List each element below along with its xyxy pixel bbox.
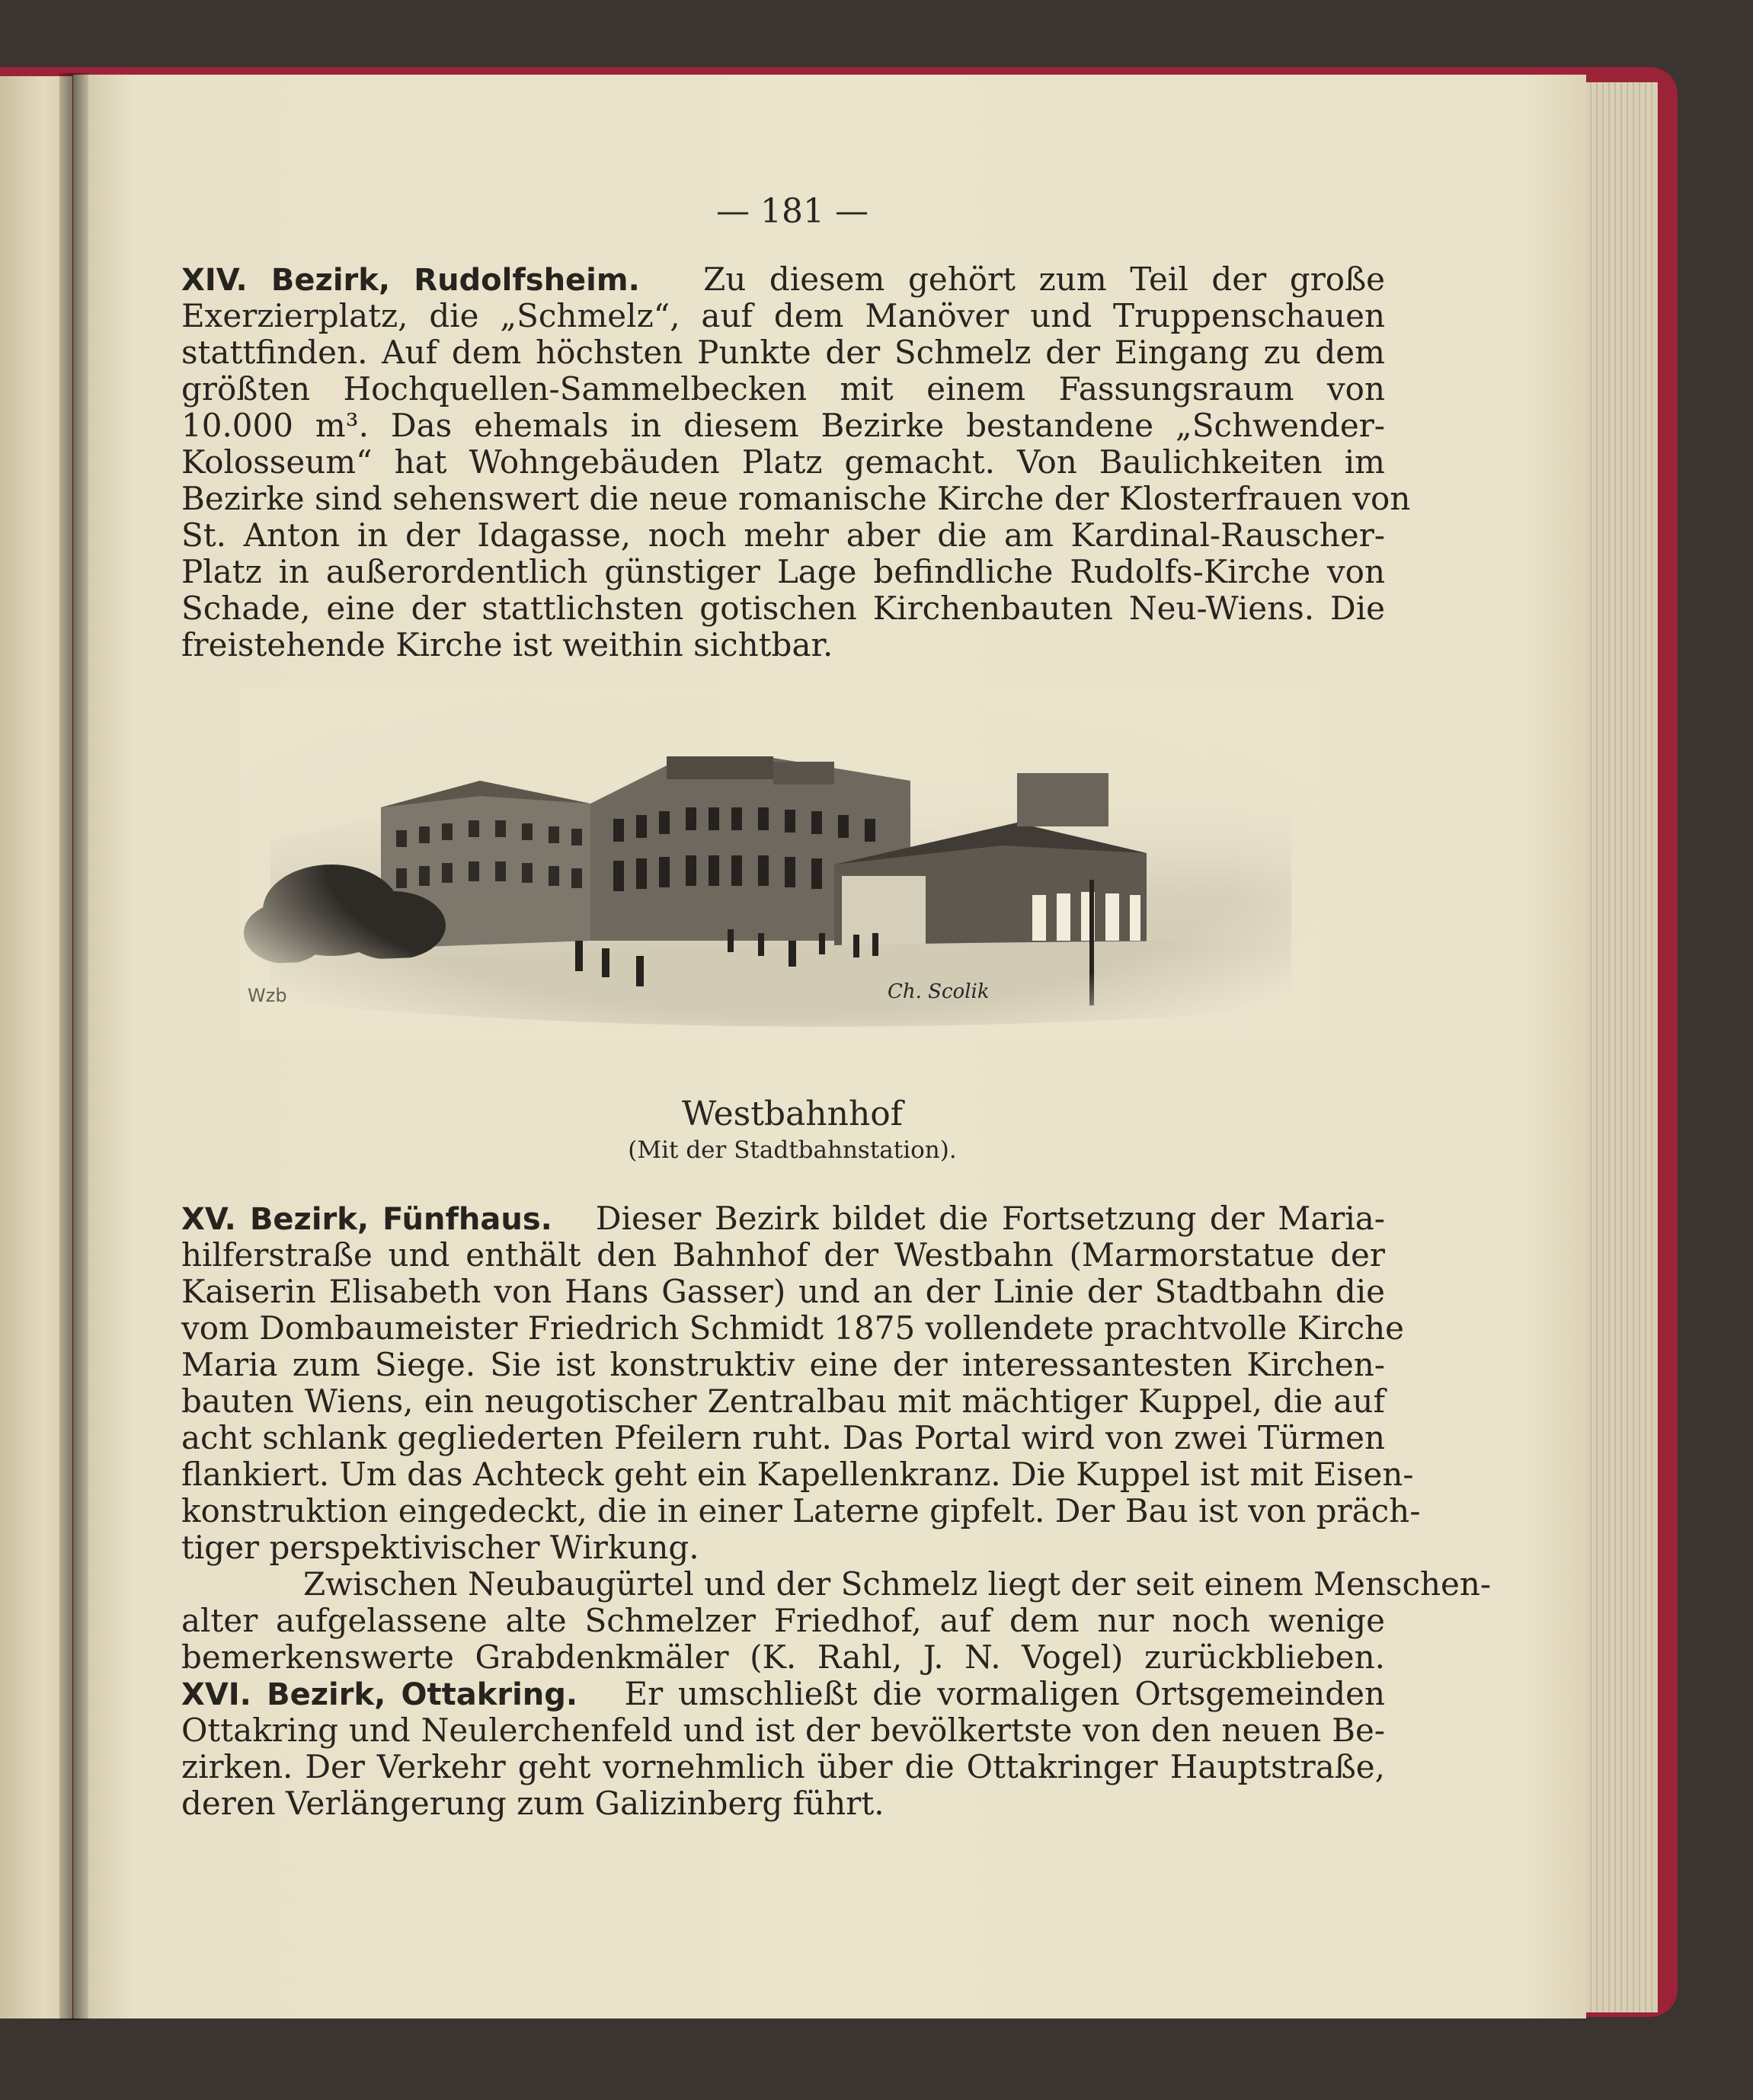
- figure-caption-subtitle: (Mit der Stadtbahnstation).: [628, 1136, 957, 1164]
- text-line: flankiert. Um das Achteck geht ein Kapellenkranz. Die Kuppel ist mit Eisen-: [181, 1456, 1414, 1493]
- text-line: St. Anton in der Idagasse, noch mehr aber die am Kardinal-Rauscher-: [181, 516, 1385, 554]
- text-line: Kolosseum“ hat Wohngebäuden Platz gemacht. Von Baulichkeiten im: [181, 443, 1385, 481]
- text-line: Schade, eine der stattlichsten gotischen Kirchenbauten Neu-Wiens. Die: [181, 590, 1385, 627]
- text-line: Kaiserin Elisabeth von Hans Gasser) und an der Linie der Stadtbahn die: [181, 1273, 1385, 1310]
- text-line: Platz in außerordentlich günstiger Lage befindliche Rudolfs-Kirche von: [181, 553, 1385, 590]
- text-line: XVI. Bezirk, Ottakring. Er umschließt die vormaligen Ortsgemeinden: [181, 1675, 1385, 1712]
- text-line: tiger perspektivischer Wirkung.: [181, 1529, 699, 1566]
- text-line: Zwischen Neubaugürtel und der Schmelz liegt der seit einem Menschen-: [303, 1565, 1492, 1603]
- page-number: — 181 —: [716, 192, 869, 231]
- text-line: größten Hochquellen-Sammelbecken mit einem Fassungsraum von: [181, 370, 1385, 408]
- text-line: Maria zum Siege. Sie ist konstruktiv eine der interessantesten Kirchen-: [181, 1346, 1385, 1383]
- westbahnhof-photo: [240, 689, 1322, 1040]
- figure-caption-title: Westbahnhof: [681, 1095, 904, 1133]
- text-line: alter aufgelassene alte Schmelzer Friedhof, auf dem nur noch wenige: [181, 1602, 1385, 1639]
- text-line: vom Dombaumeister Friedrich Schmidt 1875 vollendete prachtvolle Kirche: [181, 1309, 1405, 1347]
- text-line: konstruktion eingedeckt, die in einer Laterne gipfelt. Der Bau ist von präch-: [181, 1492, 1421, 1529]
- section-heading: XVI. Bezirk, Ottakring.: [181, 1677, 578, 1712]
- text-line: 10.000 m³. Das ehemals in diesem Bezirke bestandene „Schwender-: [181, 407, 1385, 444]
- section-heading: XIV. Bezirk, Rudolfsheim.: [181, 263, 640, 298]
- page-edges: [1586, 82, 1658, 2012]
- text-line: acht schlank gegliederten Pfeilern ruht. Das Portal wird von zwei Türmen: [181, 1419, 1385, 1456]
- text-line: bauten Wiens, ein neugotischer Zentralbau mit mächtiger Kuppel, die auf: [181, 1382, 1385, 1420]
- photo-vignette: [240, 689, 1322, 1040]
- photo-signature-left: Wzb: [248, 985, 287, 1006]
- text-line: XV. Bezirk, Fünfhaus. Dieser Bezirk bildet die Fortsetzung der Maria-: [181, 1200, 1386, 1237]
- section-heading: XV. Bezirk, Fünfhaus.: [181, 1202, 552, 1237]
- text-line: XIV. Bezirk, Rudolfsheim. Zu diesem gehört zum Teil der große: [181, 261, 1385, 298]
- text-line: zirken. Der Verkehr geht vornehmlich über die Ottakringer Hauptstraße,: [181, 1748, 1385, 1785]
- text-line: bemerkenswerte Grabdenkmäler (K. Rahl, J. N. Vogel) zurückblieben.: [181, 1638, 1385, 1676]
- text-line: Bezirke sind sehenswert die neue romanische Kirche der Klosterfrauen von: [181, 480, 1411, 517]
- text-line: Ottakring und Neulerchenfeld und ist der bevölkertste von den neuen Be-: [181, 1712, 1385, 1749]
- text-line: hilferstraße und enthält den Bahnhof der Westbahn (Marmorstatue der: [181, 1236, 1385, 1274]
- photo-signature-right: Ch. Scolik: [888, 980, 990, 1003]
- text-line: deren Verlängerung zum Galizinberg führt.: [181, 1785, 884, 1822]
- book-gutter: [59, 73, 88, 2020]
- text-line: Exerzierplatz, die „Schmelz“, auf dem Manöver und Truppenschauen: [181, 297, 1385, 334]
- text-line: stattfinden. Auf dem höchsten Punkte der Schmelz der Eingang zu dem: [181, 334, 1385, 371]
- text-line: freistehende Kirche ist weithin sichtbar.: [181, 626, 833, 663]
